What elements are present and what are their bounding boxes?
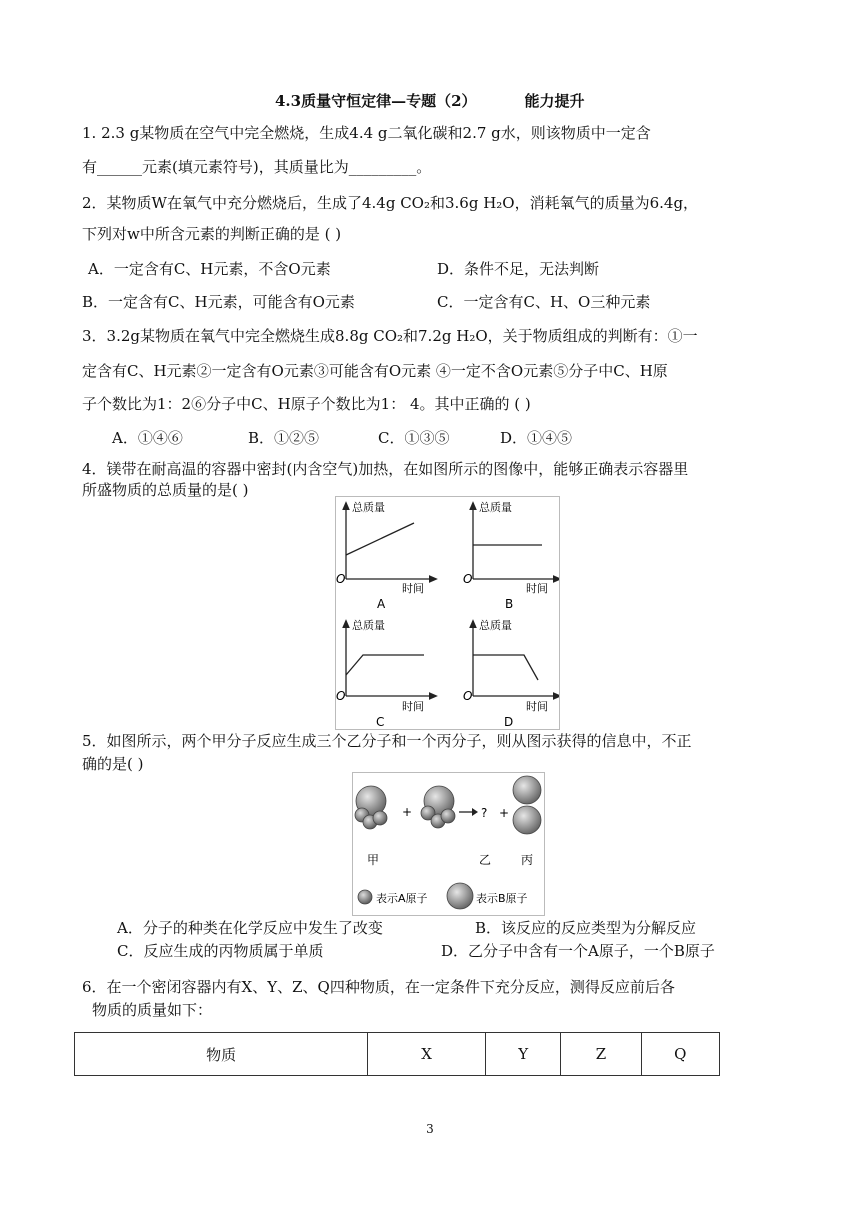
graph-b-xlabel: 时间 <box>526 582 548 595</box>
q2-line2: 下列对w中所含元素的判断正确的是 ( ) <box>82 225 342 243</box>
q4-line2: 所盛物质的总质量的是( ) <box>82 481 249 499</box>
page-number: 3 <box>426 1122 434 1136</box>
graph-b-letter: B <box>505 597 514 611</box>
molecule-jia-1 <box>355 786 387 829</box>
q5-line2: 确的是( ) <box>82 755 144 773</box>
graph-d-curve <box>473 655 538 680</box>
graph-d <box>463 618 558 729</box>
q5-option-d: D．乙分子中含有一个A原子，一个B原子 <box>441 942 715 960</box>
q4-line1: 4．镁带在耐高温的容器中密封(内含空气)加热，在如图所示的图像中，能够正确表示容器里 <box>82 460 689 478</box>
graph-d-xlabel: 时间 <box>526 700 548 713</box>
substance-mass-table <box>74 1032 720 1076</box>
q6-line2: 物质的质量如下： <box>92 1001 213 1019</box>
graph-c-xlabel: 时间 <box>402 700 424 713</box>
legend-atom-a-icon <box>358 890 372 904</box>
plus-sign-2: + <box>499 806 510 820</box>
graph-b-origin: O <box>463 572 473 586</box>
plus-sign-1: + <box>402 805 413 819</box>
graph-d-letter: D <box>504 715 514 729</box>
table-header-q: Q <box>641 1033 719 1076</box>
graph-a-letter: A <box>377 597 386 611</box>
legend-atom-b: 表示B原子 <box>476 892 528 905</box>
q3-option-a: A．①④⑥ <box>112 429 183 447</box>
q3-option-c: C．①③⑤ <box>378 429 450 447</box>
reaction-arrow <box>459 808 478 816</box>
label-yi: 乙 <box>479 853 492 867</box>
q2-option-c: C．一定含有C、H、O三种元素 <box>437 293 651 311</box>
q5-option-c: C．反应生成的丙物质属于单质 <box>117 942 324 960</box>
q3-option-b: B．①②⑤ <box>248 429 320 447</box>
q6-line1: 6．在一个密闭容器内有X、Y、Z、Q四种物质，在一定条件下充分反应，测得反应前后各 <box>82 978 675 996</box>
q4-graphs-figure <box>335 496 560 730</box>
q2-line1: 2．某物质W在氧气中充分燃烧后，生成了4.4g CO₂和3.6g H₂O，消耗氧气的质量为6.4g， <box>82 194 699 212</box>
graph-b-ylabel: 总质量 <box>479 501 512 514</box>
q1-line2: 有______元素(填元素符号)，其质量比为_________。 <box>82 158 432 176</box>
q3-line1: 3．3.2g某物质在氧气中完全燃烧生成8.8g CO₂和7.2g H₂O，关于物质组成的判断有：①一 <box>82 327 698 345</box>
molecule-jia-2 <box>421 786 455 828</box>
graph-a-xlabel: 时间 <box>402 582 424 595</box>
q2-option-d: D．条件不足，无法判断 <box>437 260 600 278</box>
page-title <box>275 91 585 111</box>
table-header-y: Y <box>486 1033 561 1076</box>
graph-c-curve <box>346 655 424 675</box>
graph-a <box>336 500 434 611</box>
graph-a-origin: O <box>336 572 346 586</box>
table-header-z: Z <box>561 1033 641 1076</box>
table-header-substance: 物质 <box>75 1033 368 1076</box>
q2-option-b: B．一定含有C、H元素，可能含有O元素 <box>82 293 355 311</box>
q3-option-d: D．①④⑤ <box>500 429 573 447</box>
graph-a-ylabel: 总质量 <box>352 501 385 514</box>
graph-d-origin: O <box>463 689 473 703</box>
q5-line1: 5．如图所示，两个甲分子反应生成三个乙分子和一个丙分子，则从图示获得的信息中，不正 <box>82 732 692 750</box>
legend-atom-b-icon <box>447 883 473 909</box>
q5-molecule-svg <box>353 773 544 915</box>
unknown-molecule-mark: ? <box>481 806 488 820</box>
graph-c <box>336 618 434 729</box>
table-row <box>75 1033 720 1076</box>
title-main: 4.3质量守恒定律—专题（2） <box>275 92 477 110</box>
q1-line1: 1. 2.3 g某物质在空气中完全燃烧，生成4.4 g二氧化碳和2.7 g水，则该物质中一定含 <box>82 124 651 142</box>
q4-graphs-svg <box>336 497 559 729</box>
graph-c-origin: O <box>336 689 346 703</box>
q5-option-a: A．分子的种类在化学反应中发生了改变 <box>117 919 383 937</box>
label-bing: 丙 <box>521 853 534 867</box>
graph-c-letter: C <box>376 715 385 729</box>
graph-c-ylabel: 总质量 <box>352 619 385 632</box>
q2-option-a: A．一定含有C、H元素，不含O元素 <box>88 260 331 278</box>
label-jia: 甲 <box>367 853 380 867</box>
q3-line2: 定含有C、H元素②一定含有O元素③可能含有O元素 ④一定不含O元素⑤分子中C、H原 <box>82 362 668 380</box>
q5-molecule-figure <box>352 772 545 916</box>
q5-option-b: B．该反应的反应类型为分解反应 <box>475 919 697 937</box>
molecule-bing <box>513 776 541 834</box>
title-extra: 能力提升 <box>524 92 585 110</box>
graph-d-ylabel: 总质量 <box>479 619 512 632</box>
q3-line3: 子个数比为1：2⑥分子中C、H原子个数比为1： 4。其中正确的 ( ) <box>82 395 531 413</box>
table-header-x: X <box>368 1033 486 1076</box>
legend-atom-a: 表示A原子 <box>376 892 428 905</box>
graph-a-curve <box>346 523 414 555</box>
graph-b <box>463 500 558 611</box>
